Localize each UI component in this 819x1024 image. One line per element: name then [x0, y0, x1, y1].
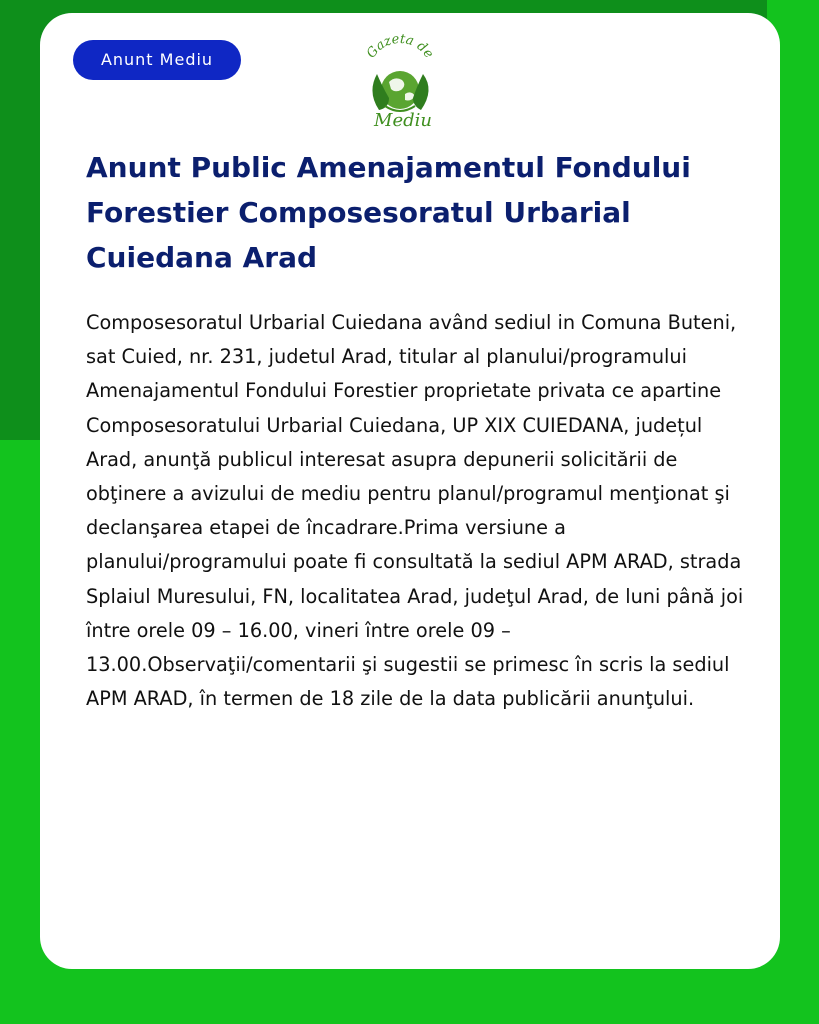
gazeta-de-mediu-logo: [355, 30, 445, 130]
logo-top-text: Gazeta de: [363, 31, 437, 62]
announcement-body: Composesoratul Urbarial Cuiedana având sediul in Comuna Buteni, sat Cuied, nr. 231, judetul Arad, titular al planului/programului Amenajamentul Fondului Forestier proprietate privata ce apartine Composesoratului Urbarial Cuiedana, UP XIX CUIEDANA, județul Arad, anunţă publicul interesat asupra depunerii solicitării de obţinere a avizului de mediu pentru planul/programul menţionat şi declanşarea etapei de încadrare.Prima versiune a planului/programului poate fi consultată la sediul APM ARAD, strada Splaiul Muresului, FN, localitatea Arad, judeţul Arad, de luni până joi între orele 09 – 16.00, vineri între orele 09 – 13.00.Observaţii/comentarii şi sugestii se primesc în scris la sediul APM ARAD, în termen de 18 zile de la data publicării anunţului.: [86, 311, 744, 711]
category-badge[interactable]: Anunt Mediu: [73, 40, 241, 80]
svg-text:Gazeta de: [364, 32, 436, 62]
page-title: Anunt Public Amenajamentul Fondului Forestier Composesoratul Urbarial Cuiedana Arad: [86, 151, 691, 274]
logo-bottom-text: Mediu: [374, 110, 432, 130]
globe-leaf-icon: [355, 30, 445, 130]
